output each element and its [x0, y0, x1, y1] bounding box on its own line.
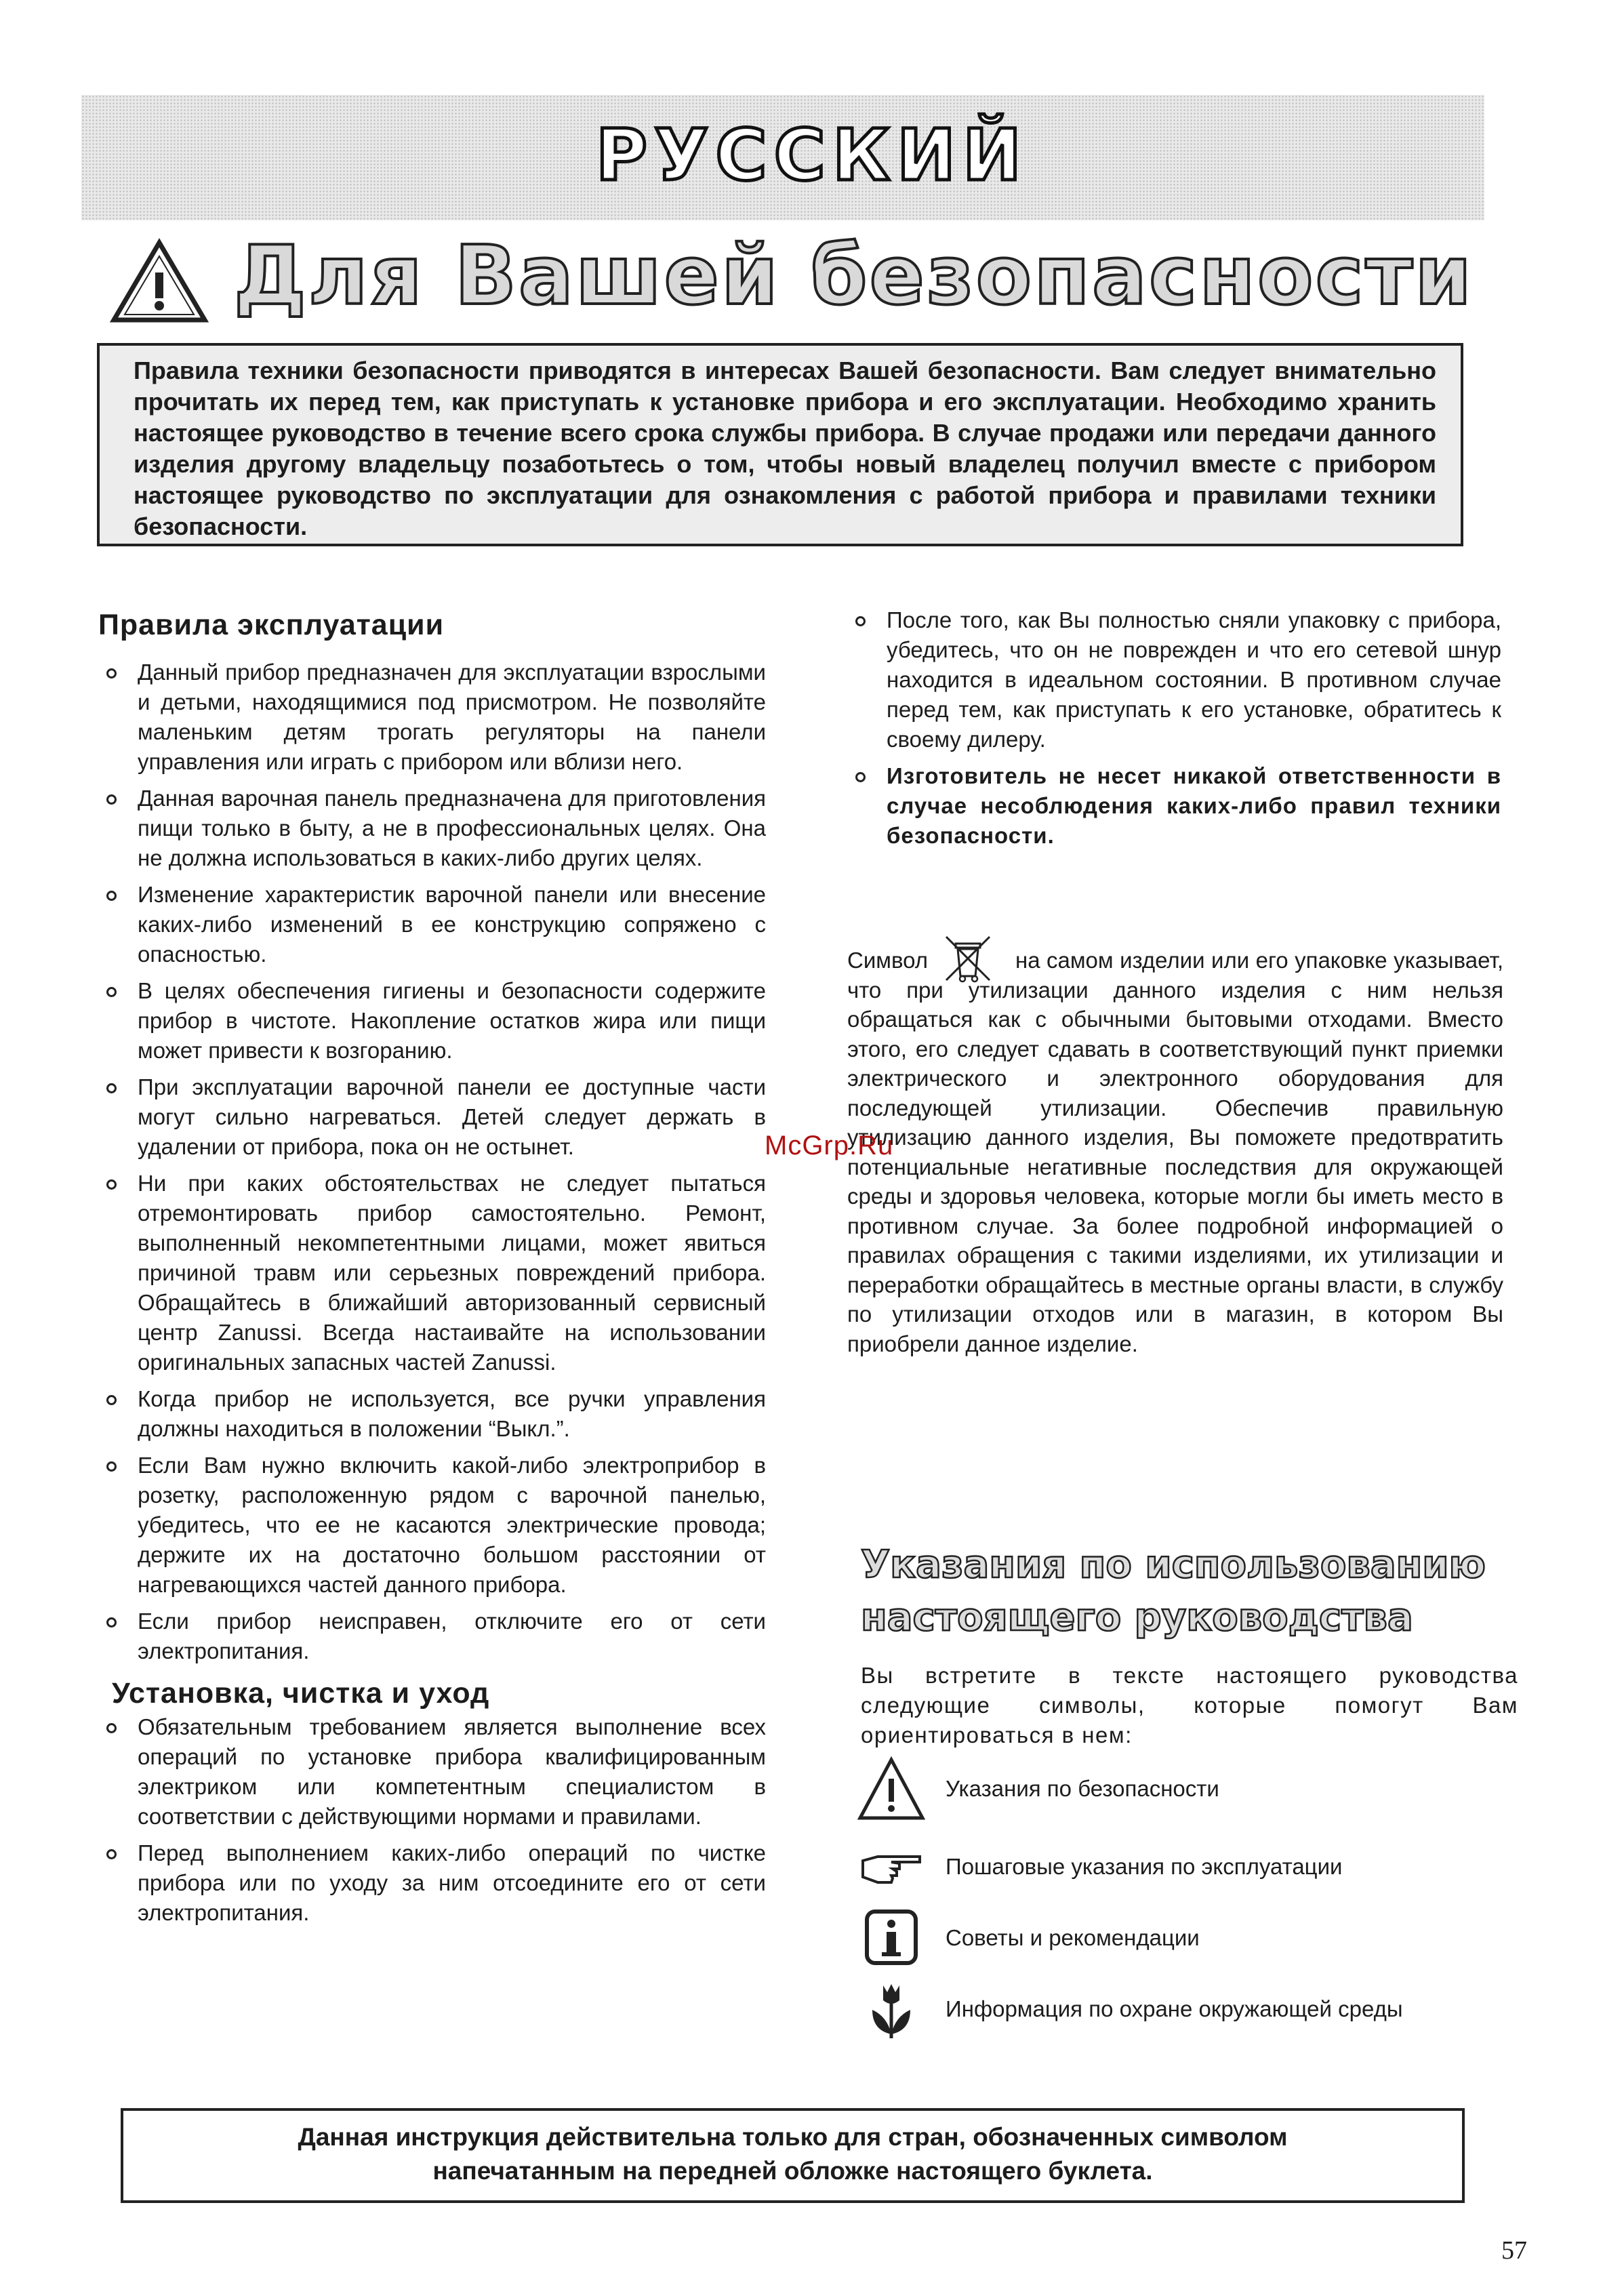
disposal-lead: Символ: [847, 948, 928, 973]
list-item: Если Вам нужно включить какой-либо электроприбор в розетку, расположенную рядом с варочной панелью, убедитесь, что ее не касаются электрические провода; держите их на достаточно большом расстоянии от нагревающихся частей данного прибора.: [98, 1451, 766, 1600]
language-title: РУССКИЙ: [595, 114, 1029, 197]
symbol-label: Информация по охране окружающей среды: [946, 1996, 1403, 2021]
watermark: McGrp.Ru: [765, 1131, 894, 1160]
validity-line2: напечатанным на передней обложке настоящего буклета.: [432, 2157, 1153, 2185]
guide-heading-line1: Указания по использованию: [861, 1543, 1486, 1587]
page-number: 57: [1501, 2236, 1527, 2265]
list-item: Изменение характеристик варочной панели или внесение каких-либо изменений в ее конструкцию сопряжено с опасностью.: [98, 880, 766, 969]
disposal-paragraph: [847, 946, 1503, 1358]
right-column: [847, 605, 1501, 857]
list-item: После того, как Вы полностью сняли упаковку с прибора, убедитесь, что он не поврежден и что его сетевой шнур находится в идеальном состоянии. В противном случае перед тем, как приступать к его установке, обратитесь к своему дилеру.: [847, 605, 1501, 754]
install-list: [98, 1712, 766, 1928]
symbol-row-steps: [857, 1834, 1522, 1908]
list-item: Обязательным требованием является выполнение всех операций по установке прибора квалифицированным электриком или компетентным специалистом в соответствии с действующими нормами и правилами.: [98, 1712, 766, 1832]
list-item: Когда прибор не используется, все ручки управления должны находиться в положении “Выкл.”.: [98, 1384, 766, 1444]
symbol-row-environment: [857, 1976, 1522, 2050]
symbol-row-safety: [857, 1756, 1522, 1830]
guide-heading-line2: настоящего руководства: [861, 1596, 1413, 1640]
install-heading: Установка, чистка и уход: [112, 1677, 490, 1710]
symbol-label: Пошаговые указания по эксплуатации: [946, 1854, 1343, 1879]
operation-heading: Правила эксплуатации: [98, 609, 445, 641]
warning-triangle-icon: [108, 237, 210, 325]
symbol-label: Советы и рекомендации: [946, 1925, 1200, 1950]
info-icon: [857, 1905, 925, 1973]
validity-line1: Данная инструкция действительна только для стран, обозначенных символом: [298, 2123, 1288, 2151]
list-item: При эксплуатации варочной панели ее доступные части могут сильно нагреваться. Детей следует держать в удалении от прибора, пока он не остынет.: [98, 1072, 766, 1162]
right-list: [847, 605, 1501, 851]
guide-intro: Вы встретите в тексте настоящего руководства следующие символы, которые помогут Вам ориентироваться в нем:: [861, 1663, 1518, 1747]
symbol-row-tips: [857, 1905, 1522, 1979]
list-item: Данная варочная панель предназначена для приготовления пищи только в быту, а не в профессиональных целях. Она не должна использоваться в каких-либо других целях.: [98, 784, 766, 873]
warning-triangle-icon: [857, 1756, 925, 1823]
disposal-text: на самом изделии или его упаковке указывает, что при утилизации данного изделия с ним нельзя обращаться как с обычными бытовыми отходами. Вместо этого, его следует сдавать в соответствующий пункт приемки электрического и электронного оборудования для последующей утилизации. Обеспечив правильную утилизацию данного изделия, Вы поможете предотвратить потенциальные негативные последствия для окружающей среды и здоровья человека, которые могли бы иметь место в противном случае. За более подробной информацией о правилах обращения с такими изделиями, их утилизации и переработки обращайтесь в местные органы власти, в службу по утилизации отходов или в магазин, в котором Вы приобрели данное изделие.: [847, 948, 1504, 1356]
list-item: Перед выполнением каких-либо операций по чистке прибора или по уходу за ним отсоедините его от сети электропитания.: [98, 1838, 766, 1928]
list-item: Изготовитель не несет никакой ответственности в случае несоблюдения каких-либо правил техники безопасности.: [847, 761, 1501, 851]
flower-icon: [857, 1976, 925, 2044]
left-column: [98, 610, 766, 1935]
pointing-hand-icon: [857, 1834, 925, 1901]
list-item: Данный прибор предназначен для эксплуатации взрослыми и детьми, находящимися под присмотром. Не позволяйте маленьким детям трогать регуляторы на панели управления или играть с прибором или вблизи него.: [98, 658, 766, 777]
list-item: В целях обеспечения гигиены и безопасности содержите прибор в чистоте. Накопление остатков жира или пищи может привести к возгоранию.: [98, 976, 766, 1066]
guide-heading: [861, 1539, 1511, 1644]
symbol-label: Указания по безопасности: [946, 1776, 1219, 1801]
safety-title: Для Вашей безопасности: [234, 229, 1474, 323]
intro-text: Правила техники безопасности приводятся в интересах Вашей безопасности. Вам следует внимательно прочитать их перед тем, как приступать к установке прибора и его эксплуатации. Необходимо хранить настоящее руководство в течение всего срока службы прибора. В случае продажи или передачи данного изделия другому владельцу позаботьтесь о том, чтобы новый владелец получил вместе с прибором настоящее руководство по эксплуатации для ознакомления с работой прибора и правилами техники безопасности.: [134, 357, 1436, 540]
intro-box: [97, 343, 1463, 546]
list-item: Если прибор неисправен, отключите его от сети электропитания.: [98, 1607, 766, 1666]
validity-notice: [121, 2108, 1465, 2203]
operation-list: [98, 658, 766, 1666]
list-item: Ни при каких обстоятельствах не следует пытаться отремонтировать прибор самостоятельно. Ремонт, выполненный некомпетентными лицами, может явиться причиной травм или серьезных повреждений прибора. Обращайтесь в ближайший авторизованный сервисный центр Zanussi. Всегда настаивайте на использовании оригинальных запасных частей Zanussi.: [98, 1169, 766, 1377]
